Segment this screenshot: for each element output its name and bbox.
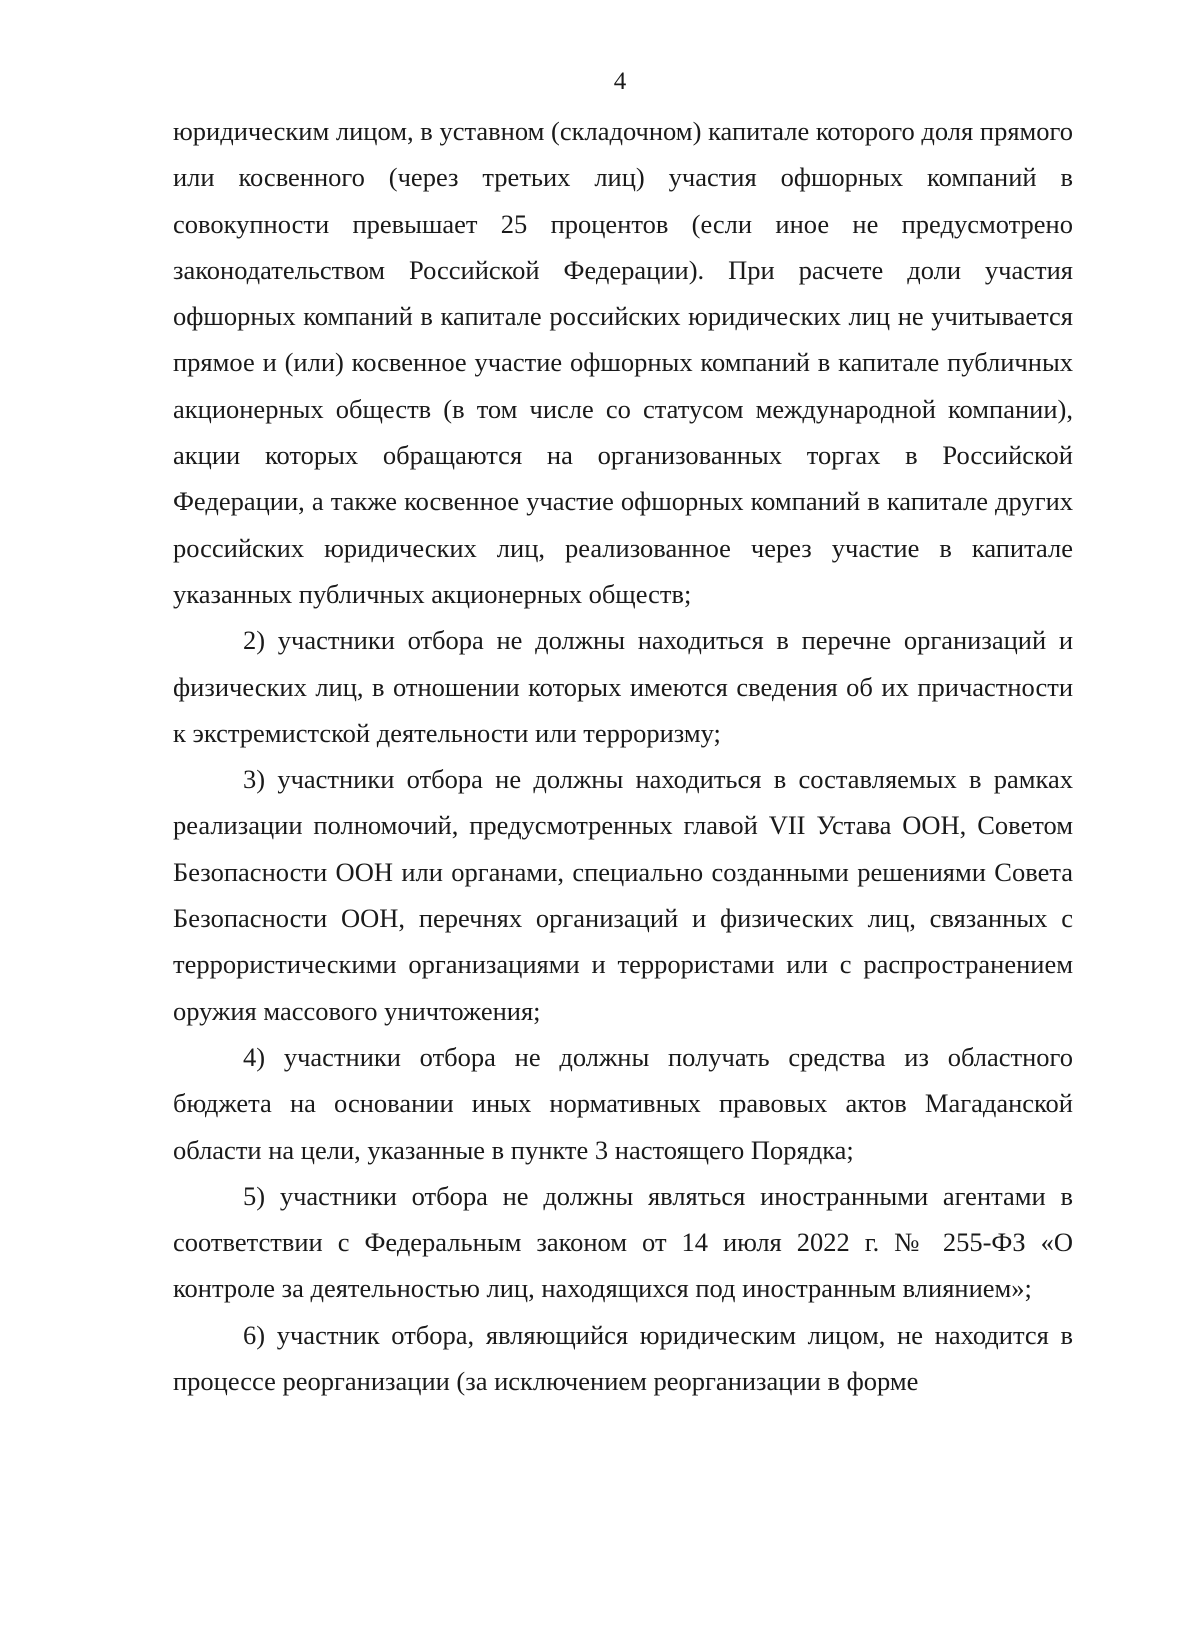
document-body (173, 108, 1073, 1404)
paragraph-item-3: 3) участники отбора не должны находиться в составляемых в рамках реализации полномочий, предусмотренных главой VII Устава ООН, Советом Безопасности ООН или органами, специально созданными решениями Совета Безопасности ООН, перечнях организаций и физических лиц, связанных с террористическими организациями и террористами или с распространением оружия массового уничтожения; (173, 764, 1073, 1026)
paragraph-item-5: 5) участники отбора не должны являться иностранными агентами в соответствии с Федеральным законом от 14 июля 2022 г. № 255-ФЗ «О контроле за деятельностью лиц, находящихся под иностранным влиянием»; (173, 1180, 1073, 1304)
paragraph-item-2: 2) участники отбора не должны находиться в перечне организаций и физических лиц, в отношении которых имеются сведения об их причастности к экстремистской деятельности или терроризму; (173, 625, 1073, 748)
paragraph-item-4: 4) участники отбора не должны получать средства из областного бюджета на основании иных нормативных правовых актов Магаданской области на цели, указанные в пункте 3 настоящего Порядка; (173, 1041, 1073, 1165)
paragraph-continuation: юридическим лицом, в уставном (складочном) капитале которого доля прямого или косвенного (через третьих лиц) участия офшорных компаний в совокупности превышает 25 процентов (если иное не предусмотрено законодательством Российской Федерации). При расчете доли участия офшорных компаний в капитале российских юридических лиц не учитывается прямое и (или) косвенное участие офшорных компаний в капитале публичных акционерных обществ (в том числе со статусом международной компании), акции которых обращаются на организованных торгах в Российской Федерации, а также косвенное участие офшорных компаний в капитале других российских юридических лиц, реализованное через участие в капитале указанных публичных акционерных обществ; (173, 116, 1073, 609)
page-number: 4 (613, 68, 627, 95)
paragraph-item-6: 6) участник отбора, являющийся юридическим лицом, не находится в процессе реорганизации (за исключением реорганизации в форме (173, 1319, 1073, 1397)
